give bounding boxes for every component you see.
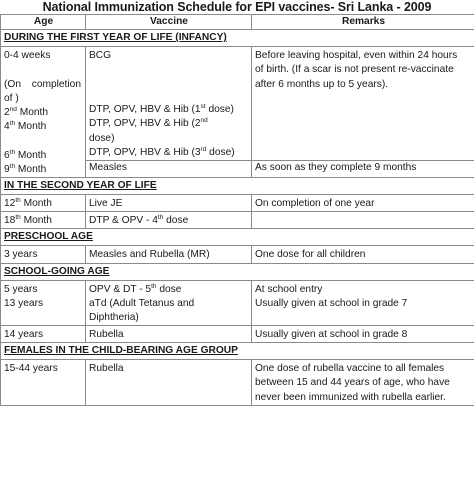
age-unit: Month xyxy=(15,163,47,175)
section-heading-females xyxy=(1,343,474,360)
age-cell xyxy=(1,194,86,211)
age-unit: Month xyxy=(15,121,47,133)
vaccine-text: BCG xyxy=(89,50,112,62)
table-row xyxy=(1,194,474,211)
vaccine-text-part: dose xyxy=(163,215,189,227)
age-cell: 15-44 years xyxy=(1,360,86,406)
section-heading-school xyxy=(1,263,474,280)
vaccine-text-part: DTP & OPV - 4 xyxy=(89,215,158,227)
remarks-cell xyxy=(252,212,474,229)
blank-line xyxy=(255,311,472,325)
age-text-part: (On xyxy=(4,78,21,90)
immunization-schedule-table xyxy=(0,14,474,406)
age-text xyxy=(4,120,83,134)
vaccine-text: Diphtheria) xyxy=(89,311,139,323)
section-title: IN THE SECOND YEAR OF LIFE xyxy=(1,177,474,194)
age-unit: Month xyxy=(15,149,47,161)
age-text xyxy=(4,163,83,177)
ordinal-suffix: th xyxy=(9,148,16,156)
remark-text: One dose of rubella vaccine to all females xyxy=(255,363,445,375)
remarks-cell xyxy=(252,47,474,178)
remarks-cell: On completion of one year xyxy=(252,194,474,211)
vaccine-text xyxy=(89,283,249,297)
age-unit: Month xyxy=(20,197,52,209)
age-cell: 3 years xyxy=(1,246,86,263)
table-row xyxy=(1,326,474,343)
age-text: 0-4 weeks xyxy=(4,50,51,62)
table-row xyxy=(1,280,474,326)
blank-line xyxy=(4,134,83,148)
age-unit: Month xyxy=(20,215,52,227)
age-cell: 14 years xyxy=(1,326,86,343)
remark-text: Before leaving hospital, even within 24 hours xyxy=(255,50,458,62)
ordinal-suffix: th xyxy=(15,214,21,222)
vaccine-text-part: dose) xyxy=(205,104,234,116)
age-number: 12 xyxy=(4,197,16,209)
remark-text: Usually given at school in grade 7 xyxy=(255,297,408,309)
remark-text: never been immunized with rubella earlier. xyxy=(255,391,446,403)
header-row xyxy=(1,15,474,30)
blank-line xyxy=(4,311,83,325)
section-title: PRESCHOOL AGE xyxy=(1,229,474,246)
age-text xyxy=(4,149,83,163)
vaccine-cell: Rubella xyxy=(86,360,252,406)
vaccine-text xyxy=(89,117,249,131)
vaccine-text: dose) xyxy=(89,132,115,144)
ordinal-suffix: th xyxy=(9,120,16,128)
vaccine-cell: Rubella xyxy=(86,326,252,343)
remarks-cell: Usually given at school in grade 8 xyxy=(252,326,474,343)
remark-text: At school entry xyxy=(255,283,323,295)
age-number: 4 xyxy=(4,121,10,133)
vaccine-cell xyxy=(86,212,252,229)
section-heading-second-year xyxy=(1,177,474,194)
section-title: FEMALES IN THE CHILD-BEARING AGE GROUP xyxy=(1,343,474,360)
age-unit: Month xyxy=(16,106,49,118)
age-text xyxy=(4,106,83,120)
age-text: of ) xyxy=(4,92,19,104)
age-cell xyxy=(1,212,86,229)
header-remarks: Remarks xyxy=(252,15,474,30)
vaccine-cell: Live JE xyxy=(86,194,252,211)
vaccine-text: Measles xyxy=(89,162,127,174)
remark-text: As soon as they complete 9 months xyxy=(255,162,417,174)
age-text-part: completion xyxy=(31,78,81,90)
age-text: 5 years xyxy=(4,283,38,295)
header-vaccine: Vaccine xyxy=(86,15,252,30)
vaccine-text: aTd (Adult Tetanus and xyxy=(89,297,195,309)
table-row xyxy=(1,360,474,406)
section-title: DURING THE FIRST YEAR OF LIFE (INFANCY) xyxy=(1,30,474,47)
ordinal-suffix: st xyxy=(200,103,206,111)
document-title: National Immunization Schedule for EPI vaccines- Sri Lanka - 2009 xyxy=(42,0,432,14)
table-row xyxy=(1,212,474,229)
age-number: 18 xyxy=(4,215,16,227)
age-text: 13 years xyxy=(4,297,44,309)
section-heading-infancy xyxy=(1,30,474,47)
table-row-infancy xyxy=(1,47,474,178)
ordinal-suffix: th xyxy=(151,282,157,290)
header-age: Age xyxy=(1,15,86,30)
vaccine-text-part: dose) xyxy=(206,146,235,158)
vaccine-text-part: DTP, OPV, HBV & Hib (3 xyxy=(89,146,201,158)
section-title: SCHOOL-GOING AGE xyxy=(1,263,474,280)
age-number: 6 xyxy=(4,149,10,161)
blank-line xyxy=(4,63,83,77)
remark-text: of birth. (If a scar is not present re-vaccinate xyxy=(255,64,454,76)
vaccine-text-part: DTP, OPV, HBV & Hib (1 xyxy=(89,104,201,116)
age-cell xyxy=(1,280,86,326)
vaccine-text-part: OPV & DT - 5 xyxy=(89,283,152,295)
remark-text: between 15 and 44 years of age, who have xyxy=(255,377,450,389)
vaccine-text xyxy=(89,146,249,160)
ordinal-suffix: th xyxy=(157,214,164,222)
vaccine-text-part: DTP, OPV, HBV & Hib (2 xyxy=(89,118,201,130)
ordinal-suffix: th xyxy=(15,196,21,204)
ordinal-suffix: rd xyxy=(200,145,207,153)
ordinal-suffix: th xyxy=(9,162,16,170)
ordinal-suffix: nd xyxy=(200,117,208,125)
remark-text: after 6 months up to 5 years). xyxy=(255,78,389,90)
section-heading-preschool xyxy=(1,229,474,246)
vaccine-text xyxy=(89,103,249,117)
remarks-cell xyxy=(252,360,474,406)
vaccine-cell xyxy=(86,47,252,178)
vaccine-cell xyxy=(86,280,252,326)
remarks-cell xyxy=(252,280,474,326)
vaccine-cell: Measles and Rubella (MR) xyxy=(86,246,252,263)
age-cell xyxy=(1,47,86,178)
table-row xyxy=(1,246,474,263)
remarks-cell: One dose for all children xyxy=(252,246,474,263)
vaccine-text-part: dose xyxy=(156,283,182,295)
age-number: 2 xyxy=(4,106,10,118)
age-number: 9 xyxy=(4,163,10,175)
age-text xyxy=(4,78,83,92)
ordinal-suffix: nd xyxy=(9,105,17,113)
